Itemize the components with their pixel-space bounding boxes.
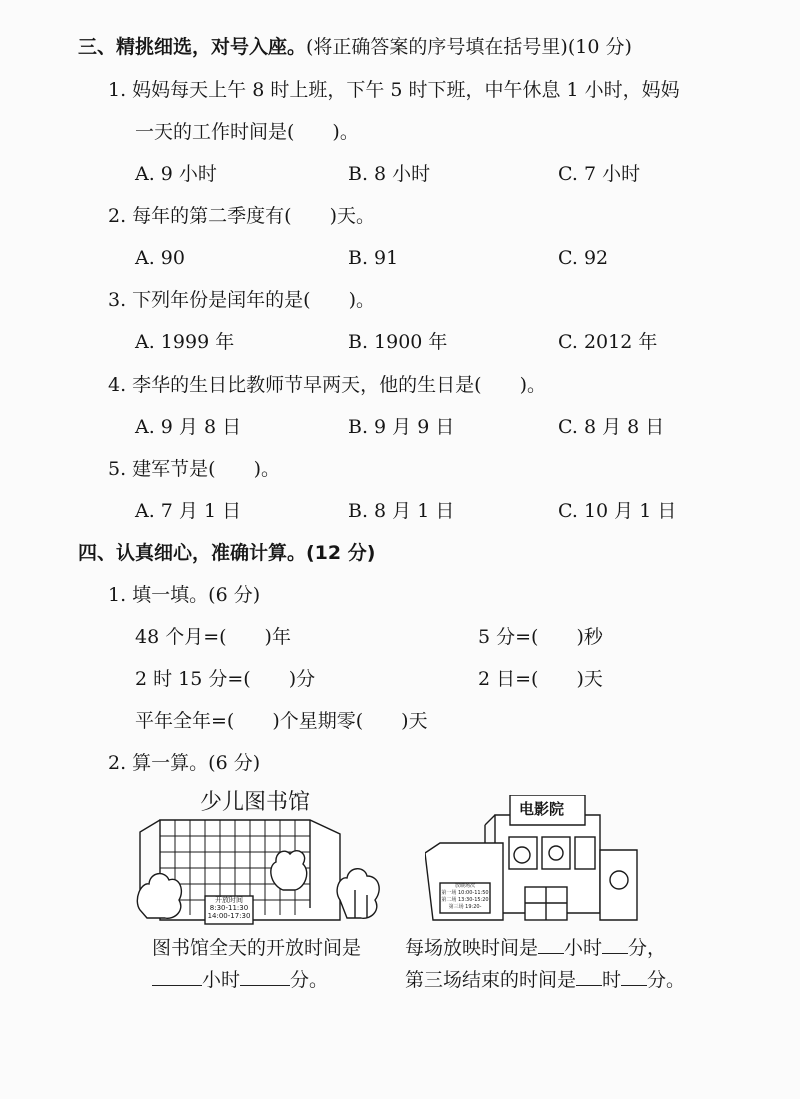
q4-option-b[interactable]: B. 9 月 9 日 [348,416,455,438]
q2-option-a[interactable]: A. 90 [135,247,185,269]
q3-option-a[interactable]: A. 1999 年 [135,331,235,353]
q4-stem: 4. 李华的生日比教师节早两天，他的生日是( )。 [108,374,546,396]
cinema-board-title: 放映场次 [454,883,475,889]
q1-stem-line2: 一天的工作时间是( )。 [135,121,359,143]
q1-stem-line1: 1. 妈妈每天上午 8 时上班，下午 5 时下班，中午休息 1 小时，妈妈 [108,79,680,101]
q3-stem: 3. 下列年份是闰年的是( )。 [108,289,375,311]
library-minutes-unit: 分。 [290,969,329,991]
library-illustration [135,790,400,930]
q4-option-c[interactable]: C. 8 月 8 日 [558,416,665,438]
part-1-title: 1. 填一填。(6 分) [108,584,261,606]
q3-option-b[interactable]: B. 1900 年 [348,331,448,353]
cinema-sign: 电影院 [519,800,565,818]
q1-option-a[interactable]: A. 9 小时 [135,163,217,185]
library-caption-line1: 图书馆全天的开放时间是 [152,937,362,959]
cinema-illustration [425,795,645,925]
cinema-end-label: 第三场结束的时间是 [405,969,577,991]
section-3-heading [78,35,632,59]
library-hours-blank[interactable] [152,967,202,986]
library-hours-board [205,896,253,924]
q1-option-c[interactable]: C. 7 小时 [558,163,641,185]
cinema-duration-hours-unit: 小时 [564,937,603,959]
section-3-note: (将正确答案的序号填在括号里)(10 分) [306,36,632,58]
cinema-board-row-2: 第二场 13:30-15:20 [441,897,489,903]
fill-item-months[interactable]: 48 个月=( )年 [135,626,291,648]
cinema-schedule-board [440,883,490,913]
cinema-caption-line1 [405,935,666,961]
q5-option-b[interactable]: B. 8 月 1 日 [348,500,455,522]
library-board-row-2: 14:00-17:30 [207,912,251,920]
library-caption-line2 [152,967,328,993]
library-board-title: 开放时间 [215,896,243,904]
cinema-duration-hours-blank[interactable] [538,935,564,954]
q5-stem: 5. 建军节是( )。 [108,458,280,480]
library-minutes-blank[interactable] [240,967,290,986]
q1-option-b[interactable]: B. 8 小时 [348,163,431,185]
cinema-board-row-1: 第一场 10:00-11:50 [441,890,489,896]
fill-item-days[interactable]: 2 日=( )天 [478,668,603,690]
library-sign: 少儿图书馆 [200,790,311,815]
fill-item-minutes[interactable]: 5 分=( )秒 [478,626,603,648]
cinema-duration-label: 每场放映时间是 [405,937,539,959]
q2-option-b[interactable]: B. 91 [348,247,399,269]
fill-item-year-weeks[interactable]: 平年全年=( )个星期零( )天 [135,710,428,732]
cinema-caption-line2 [405,967,685,993]
q3-option-c[interactable]: C. 2012 年 [558,331,658,353]
section-4-title: 四、认真细心，准确计算。(12 分) [78,542,376,564]
q2-option-c[interactable]: C. 92 [558,247,609,269]
q2-stem: 2. 每年的第二季度有( )天。 [108,205,375,227]
library-drawing [135,790,400,930]
part-2-title: 2. 算一算。(6 分) [108,752,261,774]
cinema-end-hour-blank[interactable] [576,967,602,986]
library-hours-unit: 小时 [202,969,241,991]
cinema-end-minute-unit: 分。 [647,969,686,991]
cinema-end-minute-blank[interactable] [621,967,647,986]
cinema-board-row-3: 第三场 19:20- [448,904,482,910]
library-board-row-1: 8:30-11:30 [209,904,249,912]
q5-option-a[interactable]: A. 7 月 1 日 [135,500,242,522]
cinema-duration-minutes-unit: 分， [628,937,667,959]
section-3-title: 三、精挑细选，对号入座。 [78,36,307,58]
cinema-end-hour-unit: 时 [602,969,622,991]
q4-option-a[interactable]: A. 9 月 8 日 [135,416,242,438]
q5-option-c[interactable]: C. 10 月 1 日 [558,500,677,522]
fill-item-hours[interactable]: 2 时 15 分=( )分 [135,668,316,690]
cinema-duration-minutes-blank[interactable] [602,935,628,954]
